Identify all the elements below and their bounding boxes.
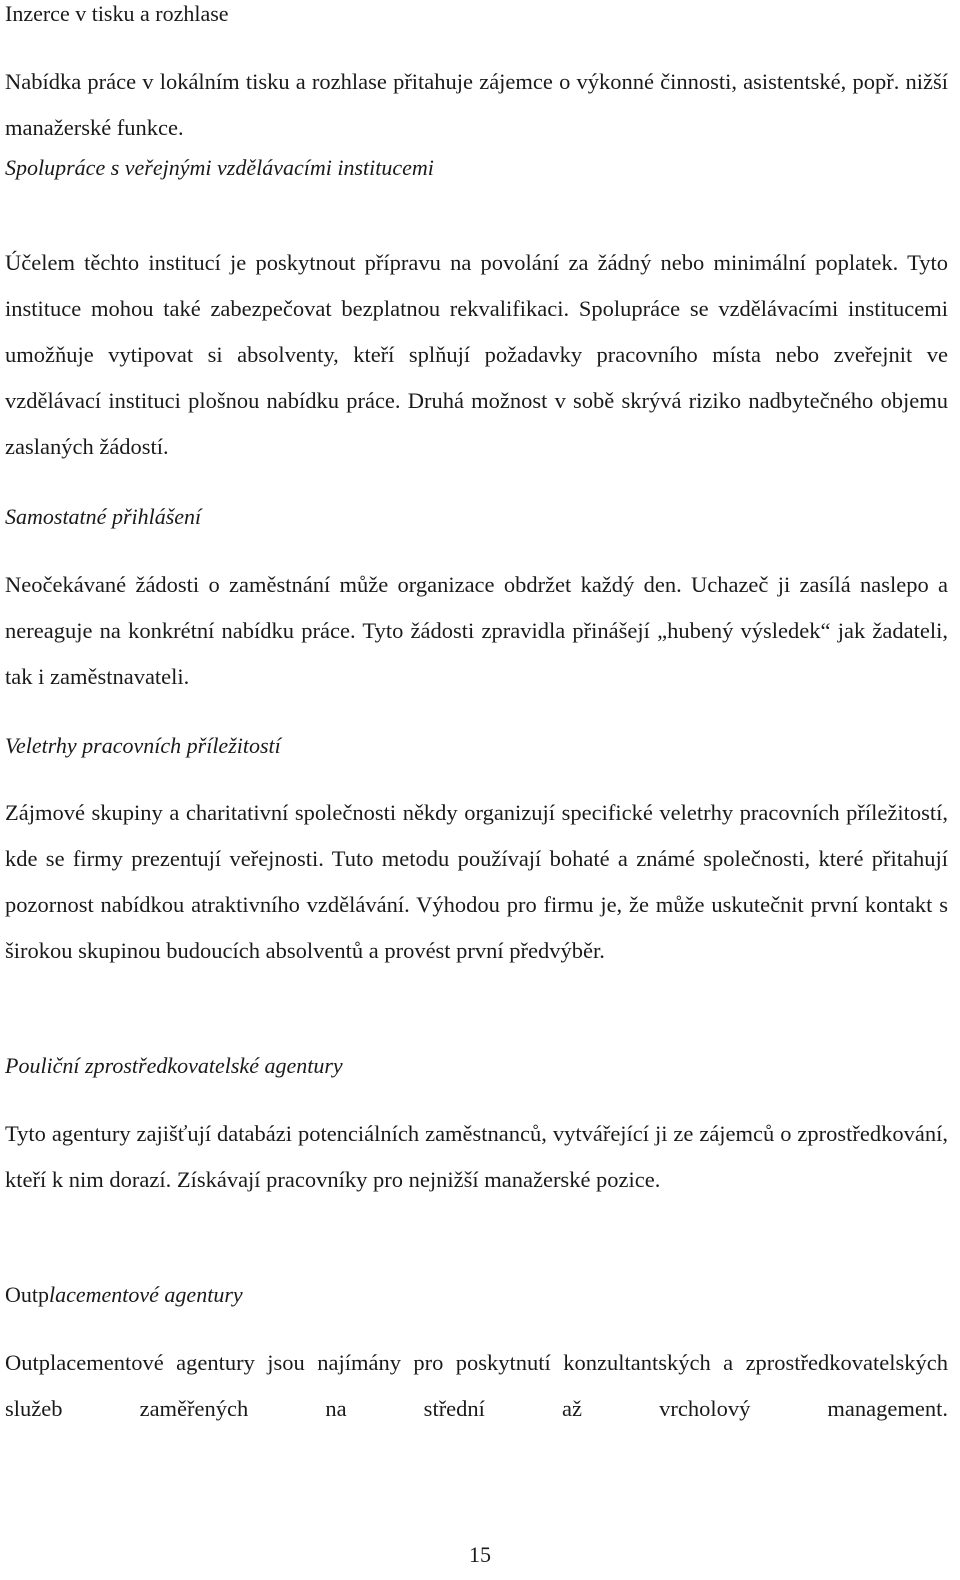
section-paragraph-veletrhy: Zájmové skupiny a charitativní společnosti někdy organizují specifické veletrhy pracovních příležitostí, kde se firmy prezentují veřejnosti. Tuto metodu používají bohaté a známé společnosti, které přitahují pozornost nabídkou atraktivního vzdělávání. Výhodou pro firmu je, že může uskutečnit první kontakt s širokou skupinou budoucích absolventů a provést první předvýběr. <box>5 800 948 963</box>
section-heading-poulicni: Pouliční zprostředkovatelské agentury <box>5 1053 343 1078</box>
section-heading-inzerce: Inzerce v tisku a rozhlase <box>5 1 229 26</box>
heading-italic-part: lacementové agentury <box>49 1282 243 1307</box>
section-heading-outplacement <box>5 1282 948 1308</box>
section-paragraph-poulicni: Tyto agentury zajišťují databázi potenciálních zaměstnanců, vytvářející ji ze zájemců o zprostředkování, kteří k nim dorazí. Získávají pracovníky pro nejnižší manažerské pozice. <box>5 1121 948 1192</box>
section-paragraph-samostatne: Neočekávané žádosti o zaměstnání může organizace obdržet každý den. Uchazeč ji zasílá naslepo a nereaguje na konkrétní nabídku práce. Tyto žádosti zpravidla přinášejí „hubený výsledek“ jak žadateli, tak i zaměstnavateli. <box>5 572 948 689</box>
heading-upright-part: Outp <box>5 1282 49 1307</box>
section-heading-spoluprace: Spolupráce s veřejnými vzdělávacími institucemi <box>5 155 434 180</box>
section-paragraph-spoluprace: Účelem těchto institucí je poskytnout přípravu na povolání za žádný nebo minimální poplatek. Tyto instituce mohou také zabezpečovat bezplatnou rekvalifikaci. Spolupráce se vzdělávacími institucemi umožňuje vytipovat si absolventy, kteří splňují požadavky pracovního místa nebo zveřejnit ve vzdělávací instituci plošnou nabídku práce. Druhá možnost v sobě skrývá riziko nadbytečného objemu zaslaných žádostí. <box>5 250 948 459</box>
section-heading-samostatne: Samostatné přihlášení <box>5 504 202 529</box>
section-paragraph-outplacement: Outplacementové agentury jsou najímány pro poskytnutí konzultantských a zprostředkovatelských služeb zaměřených na střední až vrcholový management. <box>5 1350 948 1421</box>
section-heading-veletrhy: Veletrhy pracovních příležitostí <box>5 733 281 758</box>
page-number: 15 <box>469 1542 491 1567</box>
section-paragraph-inzerce: Nabídka práce v lokálním tisku a rozhlase přitahuje zájemce o výkonné činnosti, asistentské, popř. nižší manažerské funkce. <box>5 69 948 140</box>
